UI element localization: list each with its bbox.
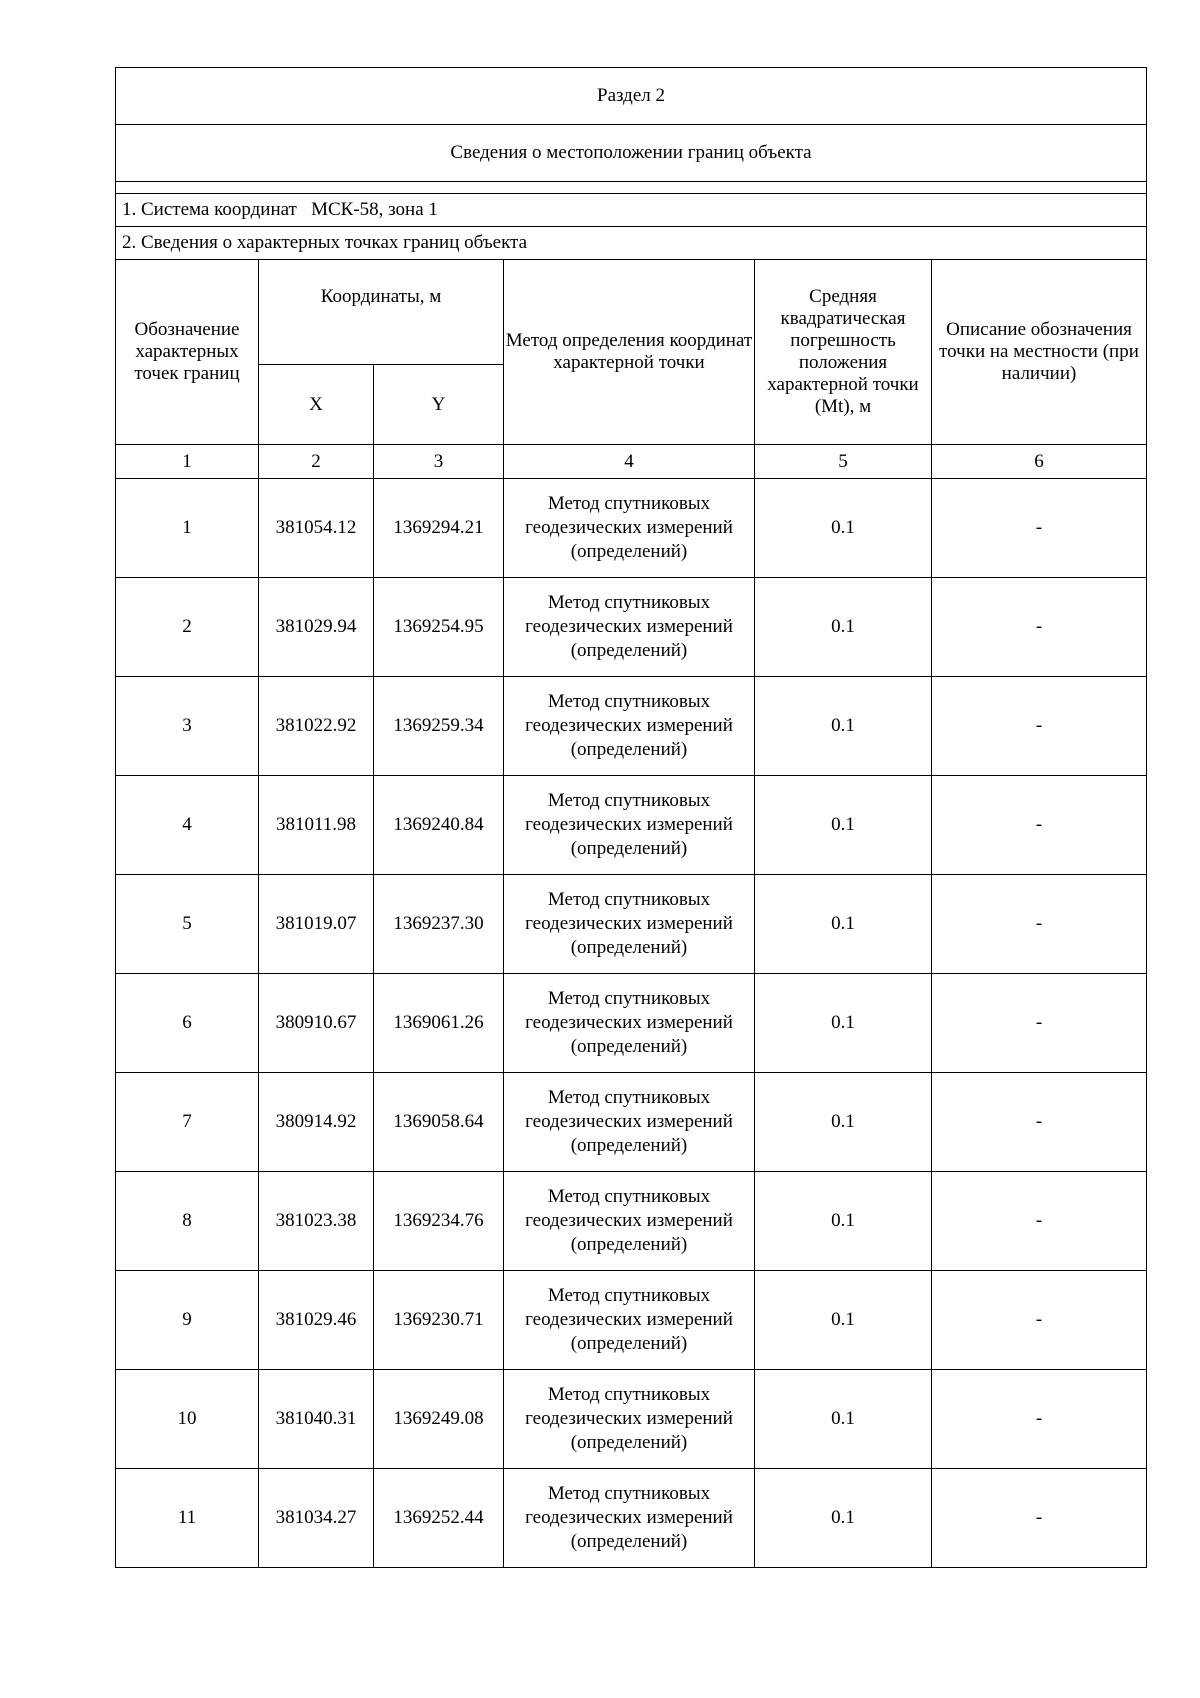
spacer-row bbox=[116, 182, 1147, 194]
coord-system-line: 1. Система координат МСК-58, зона 1 bbox=[116, 194, 1147, 227]
table-row bbox=[116, 1469, 1147, 1568]
column-number: 1 bbox=[116, 445, 259, 479]
y-coordinate-cell: 1369294.21 bbox=[374, 479, 504, 578]
description-cell: - bbox=[932, 875, 1147, 974]
y-coordinate-cell: 1369058.64 bbox=[374, 1073, 504, 1172]
y-coordinate-cell: 1369252.44 bbox=[374, 1469, 504, 1568]
y-coordinate-cell: 1369240.84 bbox=[374, 776, 504, 875]
table-row bbox=[116, 1271, 1147, 1370]
accuracy-cell: 0.1 bbox=[755, 1073, 932, 1172]
x-coordinate-cell: 381022.92 bbox=[259, 677, 374, 776]
y-coordinate-cell: 1369234.76 bbox=[374, 1172, 504, 1271]
col-header-description: Описание обозначения точки на местности (при наличии) bbox=[932, 260, 1147, 445]
x-coordinate-cell: 381040.31 bbox=[259, 1370, 374, 1469]
accuracy-cell: 0.1 bbox=[755, 974, 932, 1073]
accuracy-cell: 0.1 bbox=[755, 776, 932, 875]
table-row bbox=[116, 479, 1147, 578]
accuracy-cell: 0.1 bbox=[755, 479, 932, 578]
point-number-cell: 10 bbox=[116, 1370, 259, 1469]
point-number-cell: 9 bbox=[116, 1271, 259, 1370]
table-row bbox=[116, 974, 1147, 1073]
table-row bbox=[116, 1172, 1147, 1271]
accuracy-cell: 0.1 bbox=[755, 875, 932, 974]
description-cell: - bbox=[932, 1172, 1147, 1271]
accuracy-cell: 0.1 bbox=[755, 1172, 932, 1271]
method-cell: Метод спутниковых геодезических измерений (определений) bbox=[504, 1172, 755, 1271]
col-header-x: X bbox=[259, 365, 374, 445]
col-header-coordinates: Координаты, м bbox=[259, 260, 504, 365]
section-title: Раздел 2 bbox=[116, 68, 1147, 125]
accuracy-cell: 0.1 bbox=[755, 1370, 932, 1469]
method-cell: Метод спутниковых геодезических измерений (определений) bbox=[504, 1271, 755, 1370]
description-cell: - bbox=[932, 1469, 1147, 1568]
description-cell: - bbox=[932, 1370, 1147, 1469]
point-number-cell: 11 bbox=[116, 1469, 259, 1568]
x-coordinate-cell: 381034.27 bbox=[259, 1469, 374, 1568]
point-number-cell: 1 bbox=[116, 479, 259, 578]
x-coordinate-cell: 380910.67 bbox=[259, 974, 374, 1073]
description-cell: - bbox=[932, 677, 1147, 776]
method-cell: Метод спутниковых геодезических измерений (определений) bbox=[504, 1073, 755, 1172]
col-header-designation: Обозначение характерных точек границ bbox=[116, 260, 259, 445]
method-cell: Метод спутниковых геодезических измерений (определений) bbox=[504, 875, 755, 974]
x-coordinate-cell: 381011.98 bbox=[259, 776, 374, 875]
y-coordinate-cell: 1369249.08 bbox=[374, 1370, 504, 1469]
section-subtitle: Сведения о местоположении границ объекта bbox=[116, 125, 1147, 182]
boundary-points-table bbox=[115, 67, 1147, 1568]
table-row bbox=[116, 776, 1147, 875]
x-coordinate-cell: 381019.07 bbox=[259, 875, 374, 974]
table-row bbox=[116, 875, 1147, 974]
point-number-cell: 3 bbox=[116, 677, 259, 776]
table-row bbox=[116, 1370, 1147, 1469]
y-coordinate-cell: 1369230.71 bbox=[374, 1271, 504, 1370]
x-coordinate-cell: 381023.38 bbox=[259, 1172, 374, 1271]
column-number: 3 bbox=[374, 445, 504, 479]
method-cell: Метод спутниковых геодезических измерений (определений) bbox=[504, 776, 755, 875]
description-cell: - bbox=[932, 578, 1147, 677]
y-coordinate-cell: 1369061.26 bbox=[374, 974, 504, 1073]
point-number-cell: 4 bbox=[116, 776, 259, 875]
point-number-cell: 8 bbox=[116, 1172, 259, 1271]
accuracy-cell: 0.1 bbox=[755, 677, 932, 776]
method-cell: Метод спутниковых геодезических измерений (определений) bbox=[504, 677, 755, 776]
point-number-cell: 2 bbox=[116, 578, 259, 677]
column-number: 2 bbox=[259, 445, 374, 479]
accuracy-cell: 0.1 bbox=[755, 1469, 932, 1568]
description-cell: - bbox=[932, 1073, 1147, 1172]
accuracy-cell: 0.1 bbox=[755, 1271, 932, 1370]
col-header-method: Метод определения координат характерной точки bbox=[504, 260, 755, 445]
x-coordinate-cell: 381029.94 bbox=[259, 578, 374, 677]
x-coordinate-cell: 381029.46 bbox=[259, 1271, 374, 1370]
method-cell: Метод спутниковых геодезических измерений (определений) bbox=[504, 1469, 755, 1568]
description-cell: - bbox=[932, 776, 1147, 875]
method-cell: Метод спутниковых геодезических измерений (определений) bbox=[504, 974, 755, 1073]
method-cell: Метод спутниковых геодезических измерений (определений) bbox=[504, 1370, 755, 1469]
col-header-accuracy: Средняя квадратическая погрешность положения характерной точки (Mt), м bbox=[755, 260, 932, 445]
col-header-y: Y bbox=[374, 365, 504, 445]
point-number-cell: 6 bbox=[116, 974, 259, 1073]
y-coordinate-cell: 1369254.95 bbox=[374, 578, 504, 677]
table-row bbox=[116, 578, 1147, 677]
document-page bbox=[115, 67, 1146, 1568]
column-number: 5 bbox=[755, 445, 932, 479]
x-coordinate-cell: 380914.92 bbox=[259, 1073, 374, 1172]
accuracy-cell: 0.1 bbox=[755, 578, 932, 677]
y-coordinate-cell: 1369259.34 bbox=[374, 677, 504, 776]
column-number: 4 bbox=[504, 445, 755, 479]
table-row bbox=[116, 1073, 1147, 1172]
description-cell: - bbox=[932, 1271, 1147, 1370]
method-cell: Метод спутниковых геодезических измерений (определений) bbox=[504, 578, 755, 677]
point-number-cell: 5 bbox=[116, 875, 259, 974]
x-coordinate-cell: 381054.12 bbox=[259, 479, 374, 578]
description-cell: - bbox=[932, 974, 1147, 1073]
points-heading: 2. Сведения о характерных точках границ объекта bbox=[116, 227, 1147, 260]
y-coordinate-cell: 1369237.30 bbox=[374, 875, 504, 974]
description-cell: - bbox=[932, 479, 1147, 578]
column-number: 6 bbox=[932, 445, 1147, 479]
point-number-cell: 7 bbox=[116, 1073, 259, 1172]
table-row bbox=[116, 677, 1147, 776]
method-cell: Метод спутниковых геодезических измерений (определений) bbox=[504, 479, 755, 578]
